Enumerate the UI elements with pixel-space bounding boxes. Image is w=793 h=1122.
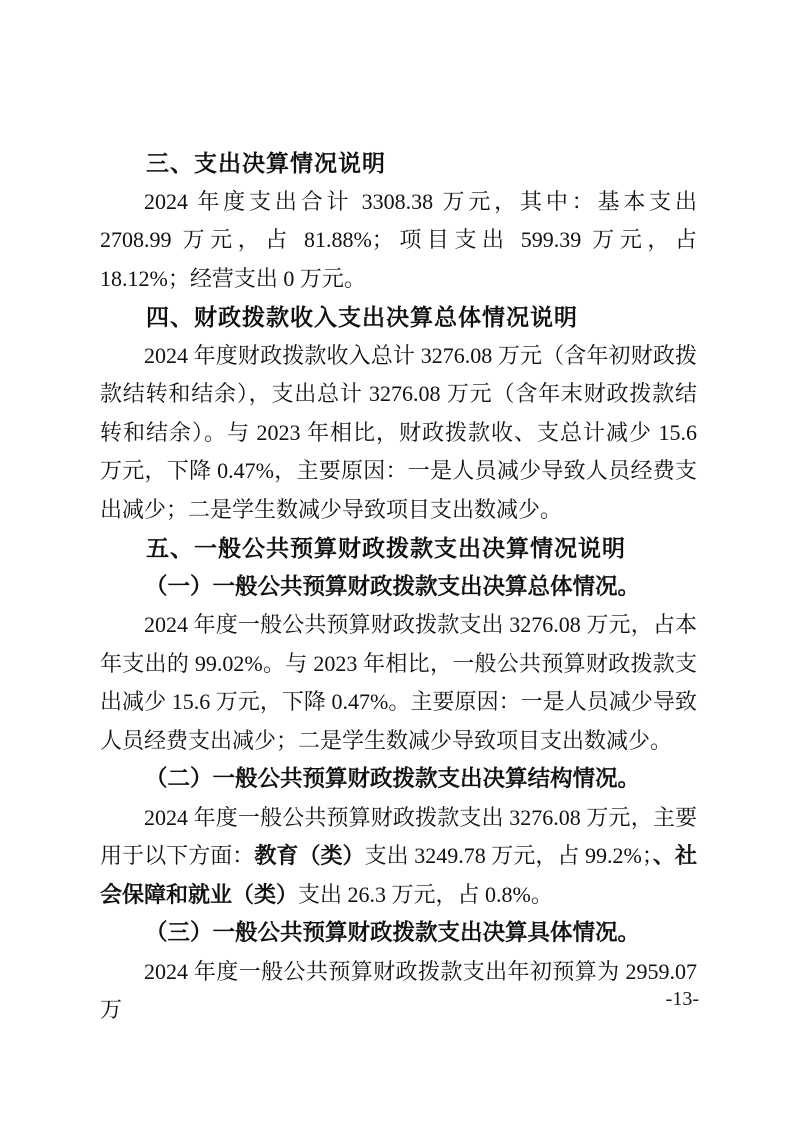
section-5-heading: 五、一般公共预算财政拨款支出决算情况说明 bbox=[146, 535, 626, 561]
section-4-paragraph: 2024 年度财政拨款收入总计 3276.08 万元（含年初财政拨款结转和结余），支出总计 3276.08 万元（含年末财政拨款结转和结余）。与 2023 年相比，财政拨款收、支总计减少 15.6 万元，下降 0.47%，主要原因：一是人员减少导致人员经费支出减少；二是学生数减少导致项目支出数减少。 bbox=[100, 342, 697, 522]
page-number: -13- bbox=[665, 988, 699, 1010]
section-3-paragraph: 2024 年度支出合计 3308.38 万元，其中：基本支出 2708.99 万元，占 81.88%；项目支出 599.39 万元，占 18.12%；经营支出 0 万元。 bbox=[100, 188, 697, 291]
section-5-sub-3-heading: （三）一般公共预算财政拨款支出决算具体情况。 bbox=[145, 920, 641, 945]
document-content bbox=[100, 144, 697, 1030]
section-5-sub-3-paragraph: 2024 年度一般公共预算财政拨款支出年初预算为 2959.07 万 bbox=[100, 958, 697, 1022]
section-5-sub-1-heading: （一）一般公共预算财政拨款支出决算总体情况。 bbox=[145, 573, 641, 599]
section-5-sub-2-heading: （二）一般公共预算财政拨款支出决算结构情况。 bbox=[145, 766, 641, 791]
category-social-security-label: 、社会保障和就业（类） bbox=[100, 843, 697, 907]
section-5-sub-2-paragraph bbox=[100, 799, 697, 915]
section-5-sub-1-paragraph: 2024 年度一般公共预算财政拨款支出 3276.08 万元，占本年支出的 99.02%。与 2023 年相比，一般公共预算财政拨款支出减少 15.6 万元，下降 0.47%。主要原因：一是人员减少导致人员经费支出减少；二是学生数减少导致项目支出数减少。 bbox=[100, 612, 697, 753]
category-education-label: 教育（类） bbox=[254, 843, 365, 868]
category-education-value: 支出 3249.78 万元，占 99.2%； bbox=[364, 843, 653, 868]
section-4-heading: 四、财政拨款收入支出决算总体情况说明 bbox=[146, 304, 578, 330]
sub-2-lead-text: 2024 年度一般公共预算财政拨款支出 3276.08 万元，主要用于以下方面： bbox=[100, 804, 697, 868]
section-3-heading: 三、支出决算情况说明 bbox=[146, 150, 386, 176]
category-social-security-value: 支出 26.3 万元，占 0.8%。 bbox=[298, 881, 553, 907]
